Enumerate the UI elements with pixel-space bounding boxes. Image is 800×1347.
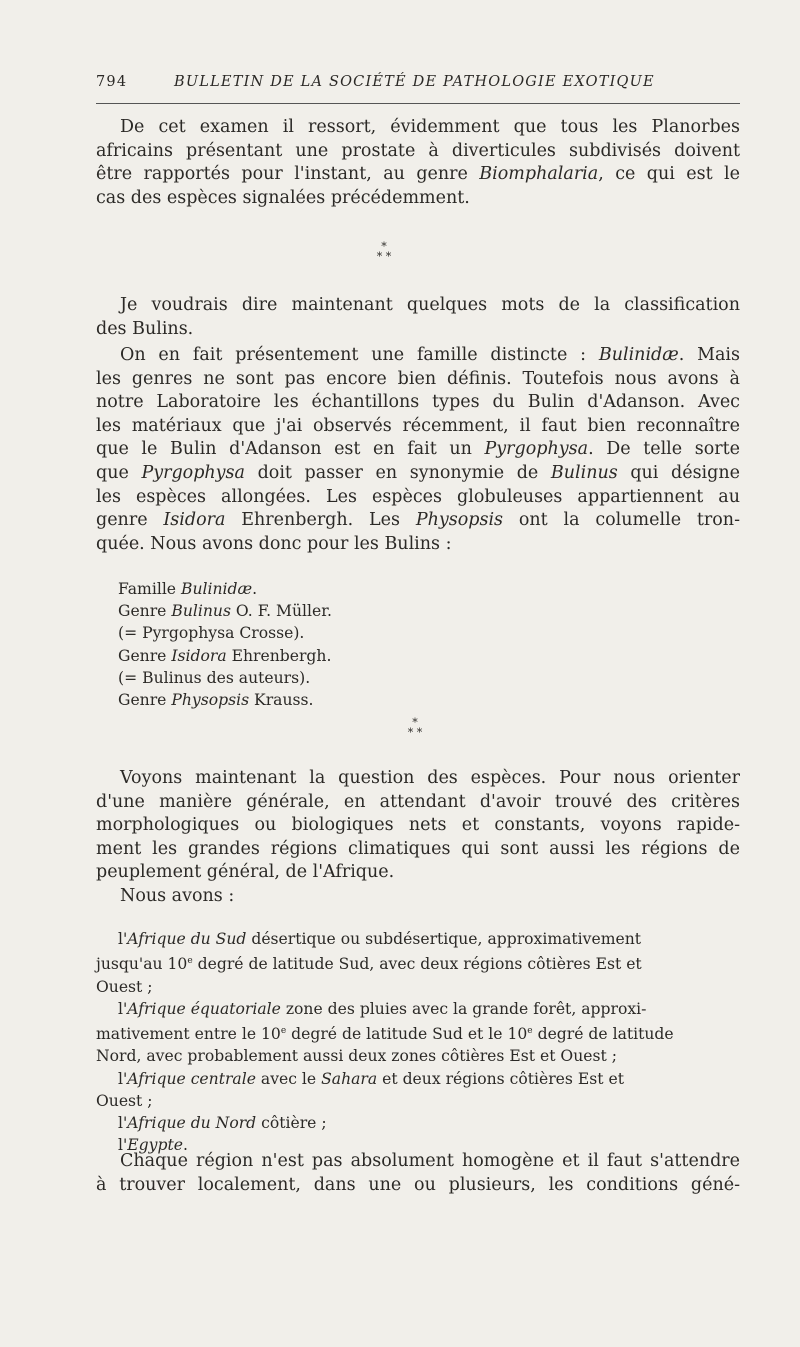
page-number: 794 (96, 74, 128, 90)
text-line: cas des espèces signalées précédemment. (96, 187, 470, 208)
text-line: De cet examen il ressort, évidemment que tous les Planorbes (120, 117, 740, 137)
list-item: Famille Bulinidæ. (118, 580, 258, 598)
paragraph-classification-intro (96, 294, 740, 341)
text-line: à trouver localement, dans une ou plusieurs, les conditions géné- (96, 1174, 740, 1195)
text-line: jusqu'au 10e degré de latitude Sud, avec deux régions côtières Est et (96, 955, 642, 974)
list-item: l'Afrique du Sud désertique ou subdésertique, approximativement (118, 930, 642, 948)
list-item: (= Bulinus des auteurs). (118, 668, 311, 687)
text-line: les matériaux que j'ai observés récemment, il faut bien reconnaître (96, 415, 740, 436)
paragraph-regions-heterogenes (96, 1150, 740, 1197)
paragraph-planorbes (96, 116, 740, 210)
regions-list (96, 928, 740, 1156)
text-line: peuplement général, de l'Afrique. (96, 862, 395, 883)
list-item: l'Afrique du Nord côtière ; (118, 1114, 327, 1132)
text-line: Ouest ; (96, 1091, 153, 1110)
text-line: Voyons maintenant la question des espèces. Pour nous orienter (120, 768, 740, 788)
list-item: Genre Physopsis Krauss. (118, 691, 314, 710)
list-item: Genre Bulinus O. F. Müller. (118, 602, 332, 621)
text-line: les espèces allongées. Les espèces globuleuses appartiennent au (96, 486, 740, 507)
text-line: notre Laboratoire les échantillons types du Bulin d'Adanson. Avec (96, 392, 740, 413)
section-separator-stars: * * * (376, 240, 392, 263)
text-line: les genres ne sont pas encore bien définis. Toutefois nous avons à (96, 368, 740, 389)
text-line: que le Bulin d'Adanson est en fait un Pyrgophysa. De telle sorte (96, 439, 740, 460)
text-line: On en fait présentement une famille distincte : Bulinidæ. Mais (120, 345, 740, 365)
text-line: être rapportés pour l'instant, au genre Biomphalaria, ce qui est le (96, 164, 740, 185)
text-line: que Pyrgophysa doit passer en synonymie de Bulinus qui désigne (96, 462, 740, 483)
text-line: ment les grandes régions climatiques qui sont aussi les régions de (96, 838, 740, 859)
list-item: l'Afrique centrale avec le Sahara et deux régions côtières Est et (118, 1069, 624, 1088)
paragraph-bulinidae (96, 344, 740, 556)
text-line: Ouest ; (96, 977, 153, 996)
list-item: Genre Isidora Ehrenbergh. (118, 646, 332, 665)
text-line: d'une manière générale, en attendant d'avoir trouvé des critères (96, 791, 740, 812)
list-item: (= Pyrgophysa Crosse). (118, 624, 305, 643)
text-line: genre Isidora Ehrenbergh. Les Physopsis ont la columelle tron- (96, 510, 740, 531)
classification-list (118, 578, 740, 711)
text-line: Je voudrais dire maintenant quelques mots de la classification (120, 295, 740, 315)
running-header (96, 74, 740, 96)
paragraph-especes (96, 767, 740, 909)
text-line: Chaque région n'est pas absolument homogène et il faut s'attendre (120, 1151, 740, 1171)
text-line: Nous avons : (120, 885, 235, 906)
header-rule (96, 103, 740, 104)
list-item: l'Afrique équatoriale zone des pluies avec la grande forêt, approxi- (118, 999, 647, 1018)
text-line: quée. Nous avons donc pour les Bulins : (96, 533, 452, 554)
text-line: africains présentant une prostate à diverticules subdivisés doivent (96, 140, 740, 161)
list-item: l'Egypte. (118, 1136, 188, 1155)
text-line: mativement entre le 10e degré de latitude Sud et le 10e degré de latitude (96, 1025, 674, 1044)
section-separator-stars: * * * (407, 716, 423, 739)
journal-title: BULLETIN DE LA SOCIÉTÉ DE PATHOLOGIE EXOTIQUE (174, 74, 655, 90)
text-line: morphologiques ou biologiques nets et constants, voyons rapide- (96, 815, 740, 836)
text-line: des Bulins. (96, 318, 194, 339)
text-line: Nord, avec probablement aussi deux zones côtières Est et Ouest ; (96, 1047, 617, 1066)
